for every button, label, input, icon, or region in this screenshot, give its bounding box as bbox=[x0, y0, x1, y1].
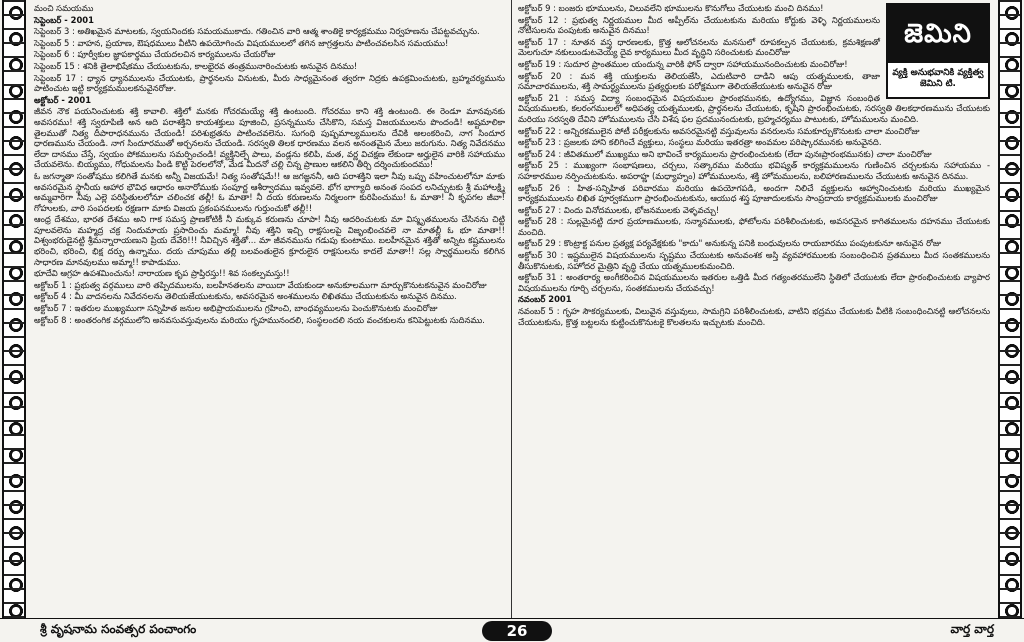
entry-paragraph: అక్టోబర్ 25 : ముఖ్యంగా సంభాషణలు, చర్చలు, సత్కారము మరియు భవిష్యత్ కార్యక్రమములను గుణించిన చర్చలకును సహాయము - సహకారముల నర్పించుటకును. అపరాహ్ణ (మధ్యాహ్నం) హోమములను, శక్తి హోమములను, బలిహారణములను చేయుటకు అనువైన దినము. bbox=[518, 160, 990, 181]
page-number-badge: 26 bbox=[482, 621, 552, 641]
entry-paragraph: అక్టోబర్ 28 : సుల్లమైనట్టి దూర ప్రయాణములకు, సన్మానములకు, ఫోటోలను పరిశీలించుటకు, అవసరమైన కాగితములను దహనము చేయుటకు మంచిది. bbox=[518, 216, 990, 237]
entry-paragraph: సెప్టెంబర్ 3 : అతిఖమైన మాటలకు, స్వయనిందకు సమయముకాదు. గతించిన వారి ఆత్మ శాంతికై కార్యక్రమము నిర్వహణను చేపట్టవచ్చును. bbox=[34, 26, 480, 37]
entry-paragraph: అక్టోబర్ 26 : హిత-సన్నిహిత పరివారము మరియు ఉపయోగపడి, అందగా నిలిచే వ్యక్తులను ఆహ్వానించుటకు మరియు ముఖ్యమైన కార్యక్రమములను లిఖిత పూర్వకముగా ప్రారంభించుటకును, ఆయుధ శస్త్ర పూజాదులకును సాంప్రదాయ కార్యక్రమములకు మంచిరోజు bbox=[518, 182, 990, 204]
section-heading: అక్టోబర్ - 2001 bbox=[34, 94, 92, 105]
entry-paragraph: భూదేవి ఆగ్రహ ఉపశమించును! నారాయణ కృప ప్రాప్తిరస్తు!! శివ సంకల్పమస్తు!! bbox=[34, 268, 290, 279]
section-heading: సెప్టెంబర్ - 2001 bbox=[34, 14, 94, 25]
almanac-page bbox=[28, 0, 996, 618]
entry-paragraph: సెప్టెంబర్ 5 : వాహన, ప్రయాణ, ఔషధములు వీటిని ఉపయోగించు విషయములలో తగిన జాగ్రత్తలను పాటించవలసిన సమయము! bbox=[34, 37, 449, 48]
entry-paragraph: జీవన నౌక పయనించుటకు శక్తి కావాలి. శక్తిలో మనకు గోచరమయ్యే శక్తి ఉంటుంది. గోచరము కాని శక్తి ఉంటుంది. ఈ రెండూ మానవునకు అవసరము! శక్తి స్వరూపిణి అన ఆది పరాశక్తిని కాయశక్తులు పూజించి, ప్రసన్నమును చేసికొని, సమస్త విజయములను పొందండి! అష్టమాలికా తైలముతో నిత్య దీపారాధనమును చేయండి! పరిశుభ్రతను పాటించవలెను. సుగంధి పుష్పమాల్యములను దేవికి అలంకరించి, నాగ సిందూర ధారణమును చేయండి. నాగ సిందూరముతో అర్చనలను చేయండి. సరస్వతి తిలక ధారణము వలన అనంతమైన మేలు జరుగును. నిత్య నివేదనము లేదా దానము చేస్తే, స్వయం పోకములను సమర్పించండి! వ్యక్తినిల్పే పాలు, వండ్లను కలిపి, మత, వర్ణ విచక్షణ లేకుండా అర్హులైన వారికి సహాయము చేయవలెను. బియ్యము, గోధుమలను పిండి కొట్టి పెరలలోనో, మేడ మీదనో చల్లి చిన్న ప్రాణుల ఆకలిని తీర్చి దర్శించుకుందము! bbox=[34, 106, 505, 170]
entry-paragraph: నవంబర్ 5 : గృహ సౌకర్యములకు, విలువైన వస్తువులు, సామగ్రిని పరిశీలించుటకు, వాటిని భద్రము చేయుటకు వీటికి సంబంధించినట్టి ఆలోచనలను చేయుటకును, క్రొత్త బట్టలను కుట్టించుకొనుటకై కొలతలను ఇచ్చుటకు మంచిది. bbox=[518, 306, 990, 327]
decorative-border-right bbox=[998, 0, 1022, 618]
entry-paragraph: అక్టోబర్ 12 : ప్రభుత్వ నిర్ణయముల మీద అప్పీల్‌ను చేయుటకును మరియు కోర్టుకు వెళ్ళి నిర్ణయములను నోటీసులను పంపుటకు అనువైన దినము! bbox=[518, 14, 880, 36]
entry-paragraph: అక్టోబర్ 23 : ప్రజలకు హాని కలిగించే వ్యక్తులు, సంస్థలు మరియు ఇతరత్రా అంవమల పరిష్కారమునకు అనువైనది. bbox=[518, 137, 882, 148]
gemini-logo-ad bbox=[886, 3, 990, 99]
entry-paragraph: అక్టోబర్ 4 : మీ వాదనలను నివేదనలను తెలియజేయుటకును, అవసరమైన అంశములను లిఖితము చేయుటకును అనువైన దినము. bbox=[34, 291, 457, 302]
page-footer bbox=[0, 618, 1024, 642]
logo-title: జెమిని bbox=[888, 5, 988, 63]
entry-paragraph: ఆంధ్ర దేశము, భారత దేశము అని గాక సమస్త ప్రాణకోటికీ నీ మక్కువ కరుణను చూపా! నీవు ఆదరించుటకు మా విస్మృతములను చేసినను చిట్టి పూలవలెను మహ్మద్ర చక్ర నిందుమాయ ప్రసాదించు మమ్మా! నీవు శక్తిని ఇచ్చి రాక్షసులపై విజృంభించవలె నా మాతల్లీ ఓ భూ మాతా!! విశ్వంభరుడైనట్టి శ్రీమన్నారాయణుని ప్రియ దేవేరి!!! నీవిచ్చిన శక్తితో... మా జీవనమును గడుపు కుంటాము. బలహీనమైన శక్తితో అన్నిట కష్టములను భరించి, భరించి, భిక్ష దర్పు ఉన్నాము. దయ చూపుము తల్లి బలవంతులైన క్రూరులైన రాక్షసులను కాదలే మాతా!! సల్ల స్వార్థములను కలిగిన సాధారణ మానవులము అమ్మా!! కాపాడుము. bbox=[34, 214, 505, 267]
entry-paragraph: మంచి సమయము bbox=[34, 3, 94, 13]
entry-paragraph: అక్టోబర్ 17 : నూతన వస్త్ర ధారణలకు, క్రొత్త ఆలోచనలను మనసులో రూపకల్పన చేయుటకు, క్రమశిక్షణతో మెలగుచూ నకులుండుటవెయ్య దైవ కార్యములు మీద వృద్ధిని సరించుటకు మంచిరోజు bbox=[518, 36, 880, 58]
entry-paragraph: సెప్టెంబర్ 15 : శనికి తైలాభిషేకము చేయుటకును, కాలభైరవ తంత్రమునారించుటకు అనువైన దినము! bbox=[34, 60, 358, 71]
left-column bbox=[28, 0, 512, 618]
entry-paragraph: అక్టోబర్ 30 : ఇష్టములైన విషయములను సృష్టము చేయుటకు అనువంశక అస్తి వ్యవహారములకు సంబంధించిన ప్రతములు మీద సంతకములను తీసుకొనుటకు, సహోదర మైత్రిని వృద్ధి చేయు యత్నములకుమంచిది. bbox=[518, 250, 990, 271]
entry-paragraph: అక్టోబర్ 21 : సమస్త విద్యా సంబంధమైన విషయముల ప్రారంభమునకు, ఉద్యోగము, విజ్ఞాన సంబంధిత విషయములకు, కలరంగములలో అధిపత్య యత్నములకు, ప్రార్థనలను చేయుటకు, కృషిని ప్రారంభించుటకు, సరస్వతి తిలకధారణమును చేయుటకు మరియు సరస్వతి దేవిని హోమములను చేసి విశేష ఫల ప్రదమునందుటకు, బ్రహ్మచర్యము పాటుటకు, హోమములను మంచిది. bbox=[518, 92, 990, 124]
logo-tagline: వ్యక్తి అనుభవానికి వ్యక్తిత్వ జెమిని టి. bbox=[892, 68, 984, 89]
entry-paragraph: అక్టోబర్ 7 : ఇతరుల ముఖ్యముగా సన్నిహిత జనుల అభిప్రాయములను గ్రహించి, బాంధవ్యములను పెంచుకొనుటకు మంచిరోజు bbox=[34, 303, 438, 314]
footer-title: శ్రీ వృషనామ సంవత్సర పంచాంగం bbox=[40, 622, 197, 636]
entry-paragraph: అక్టోబర్ 27 : విందు వినోదములకు, భోజనములకు వెళ్ళవచ్చు! bbox=[518, 204, 720, 215]
entry-paragraph: అక్టోబర్ 31 : అంతరార్య అంగీకరించిన విషయములను ఇతరుల ఒత్తిడి మీద గత్యంతరములేని స్థితిలో చేయుటకు లేదా ప్రారంభించుటకు వ్యాపార విషయములను గూర్చి చర్చలను, సంతకములను చేయవచ్చు! bbox=[518, 272, 990, 293]
entry-paragraph: ఓ జగన్మాతా సంతోషము కలిగితే మనకు అన్నీ విజయమే! నిత్య సంతోషమే!! ఆ జగజ్జననీ, ఆది పరాశక్తిని ఇలా నీవు ఒప్పు వహించుటలోనూ మాకు అవసరమైన స్థానీయ ఆహార భౌవిధ ఆధారం అనారోముకు సంపూర్ణ ఆశీర్వాదము ఇవ్వవలె. భోగ భాగ్యాది అనంత సంపద లనిచ్చుటకు శ్రీ మహాలక్ష్మి అమ్మవారిగా నీవు ఎల్లె పరిస్థితులలోనూ చలించక తల్లీ! ఓ మాతా! నీ దయ కరుణలను నిర్మలంగా కురిపించుము! ఓ మాతా! నీ కృపగల జీవా! గోహులకు, వారి సంపదలకు రక్షణగా మాకు విజయ ప్రకంపనములను గుర్తుంచుకో తల్లీ!! bbox=[34, 170, 505, 213]
entry-paragraph: అక్టోబర్ 24 : జీవితములో ముఖ్యము అని భావించే కార్యములను ప్రారంభించుటకు (లేదా పునఃప్రారంభమునకు) చాలా మంచిరోజు bbox=[518, 148, 932, 159]
entry-paragraph: అక్టోబర్ 22 : అన్నిరకములైన పోటీ పరీక్షలకును అవసరమైనట్టి వస్తువులను వనరులను సమకూర్చుకొనుటకు చాలా మంచిరోజు bbox=[518, 125, 920, 136]
entry-paragraph: అక్టోబర్ 29 : కొంట్రాక్ట పనుల ప్రత్యక్ష పర్యవేక్షకుకు "కాదు" అనుకున్న పనికి బంధువులను రాయబారము పంపుటకునూ అనువైన రోజు bbox=[518, 238, 941, 249]
entry-paragraph: అక్టోబర్ 1 : ప్రభుత్వ వర్గములు వారి తప్పిదములను, బలహీనతలను వాయిదా వేయకుండా అనుకూలముగా మార్చుకొనుటకనువైన మంచిరోజు bbox=[34, 279, 487, 290]
section-heading: నవంబర్ 2001 bbox=[518, 294, 572, 305]
decorative-border-left bbox=[2, 0, 26, 618]
entry-paragraph: అక్టోబర్ 19 : సుదూర ప్రాంతముల యందున్న వారికి ఫోన్ ద్వారా సహాయమునందించుటకు మంచిరోజు! bbox=[518, 58, 848, 69]
footer-publication: వార్త వార్త bbox=[950, 622, 994, 636]
entry-paragraph: అక్టోబర్ 9 : బంజరు భూములను, విలువలేని భూములను కొనుగోలు చేయుటకు మంచి దినము! bbox=[518, 3, 824, 13]
entry-paragraph: అక్టోబర్ 20 : మన శక్తి యుక్తులను తెలియజేసి, ఎదుటివారి దాడిని ఆపు యత్నములకు, తాజా సమాచారములను, శక్తి సామర్థ్యములను ప్రత్యర్థులకు పరోక్షముగా తెలియజేయుటకు అనువైన రోజు bbox=[518, 70, 880, 92]
right-column bbox=[512, 0, 996, 618]
entry-paragraph: సెప్టెంబర్ 6 : పూర్వీకుల జ్ఞాపకార్థము చేయదలచిన కార్యములను చేయరోజు bbox=[34, 49, 276, 60]
entry-paragraph: అక్టోబర్ 8 : అంతరంగిక వర్గములోని అనవసువస్తువులను మరియు గృహమునందలి, సంస్థలందలి నయ వంచకులను కనిపెట్టుటకు సుదినము. bbox=[34, 314, 485, 325]
entry-paragraph: సెప్టెంబర్ 17 : ధ్యాన ధ్యానములను చేయుటకు, ప్రార్థనలను వినుటకు, మీరు సాధ్యమైనంత త్వరగా నిద్రకు ఉపక్రమించుటకు, బ్రహ్మచర్యమును పాటించుట ఇట్టి కార్యక్రమములకనువైనరోజు. bbox=[34, 72, 505, 94]
